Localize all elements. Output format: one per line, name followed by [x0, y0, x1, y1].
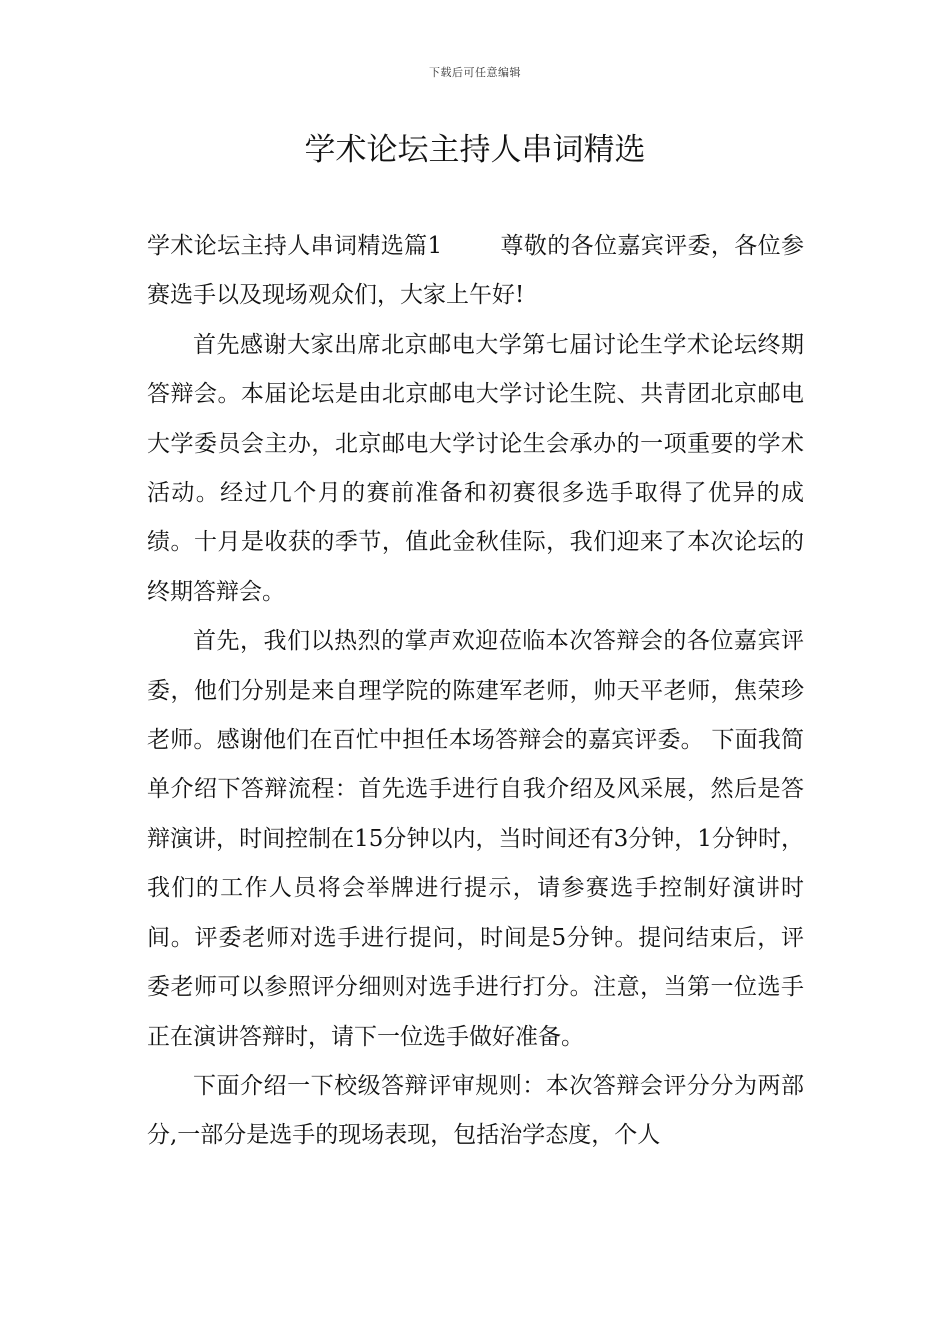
paragraph-opening: 首先感谢大家出席北京邮电大学第七届讨论生学术论坛终期答辩会。本届论坛是由北京邮电大学讨论生院、共青团北京邮电大学委员会主办，北京邮电大学讨论生会承办的一项重要的学术活动。经过几个月的赛前准备和初赛很多选手取得了优异的成绩。十月是收获的季节，值此金秋佳际，我们迎来了本次论坛的终期答辩会。 — [147, 331, 804, 605]
section-heading: 学术论坛主持人串词精选篇1 — [147, 233, 443, 259]
paragraph-procedure: 首先，我们以热烈的掌声欢迎莅临本次答辩会的各位嘉宾评委，他们分别是来自理学院的陈建军老师，帅天平老师，焦荣珍老师。感谢他们在百忙中担任本场答辩会的嘉宾评委。 下面我简单介绍下答辩流程：首先选手进行自我介绍及风采展，然后是答辩演讲，时间控制在15分钟以内，当时间还有3分钟，1分钟时，我们的工作人员将会举牌进行提示，请参赛选手控制好演讲时间。评委老师对选手进行提问，时间是5分钟。提问结束后，评委老师可以参照评分细则对选手进行打分。注意，当第一位选手正在演讲答辩时，请下一位选手做好准备。 — [147, 628, 804, 1050]
paragraph-rules: 下面介绍一下校级答辩评审规则：本次答辩会评分分为两部分,一部分是选手的现场表现，包括治学态度，个人 — [147, 1072, 804, 1149]
document-body — [147, 222, 804, 1161]
greeting-text: 尊敬的各位嘉宾评委，各位参赛选手以及现场观众们，大家上午好! — [147, 233, 805, 309]
header-note: 下载后可任意编辑 — [429, 66, 521, 79]
document-title: 学术论坛主持人串词精选 — [304, 132, 646, 168]
paragraph-intro — [147, 222, 804, 321]
